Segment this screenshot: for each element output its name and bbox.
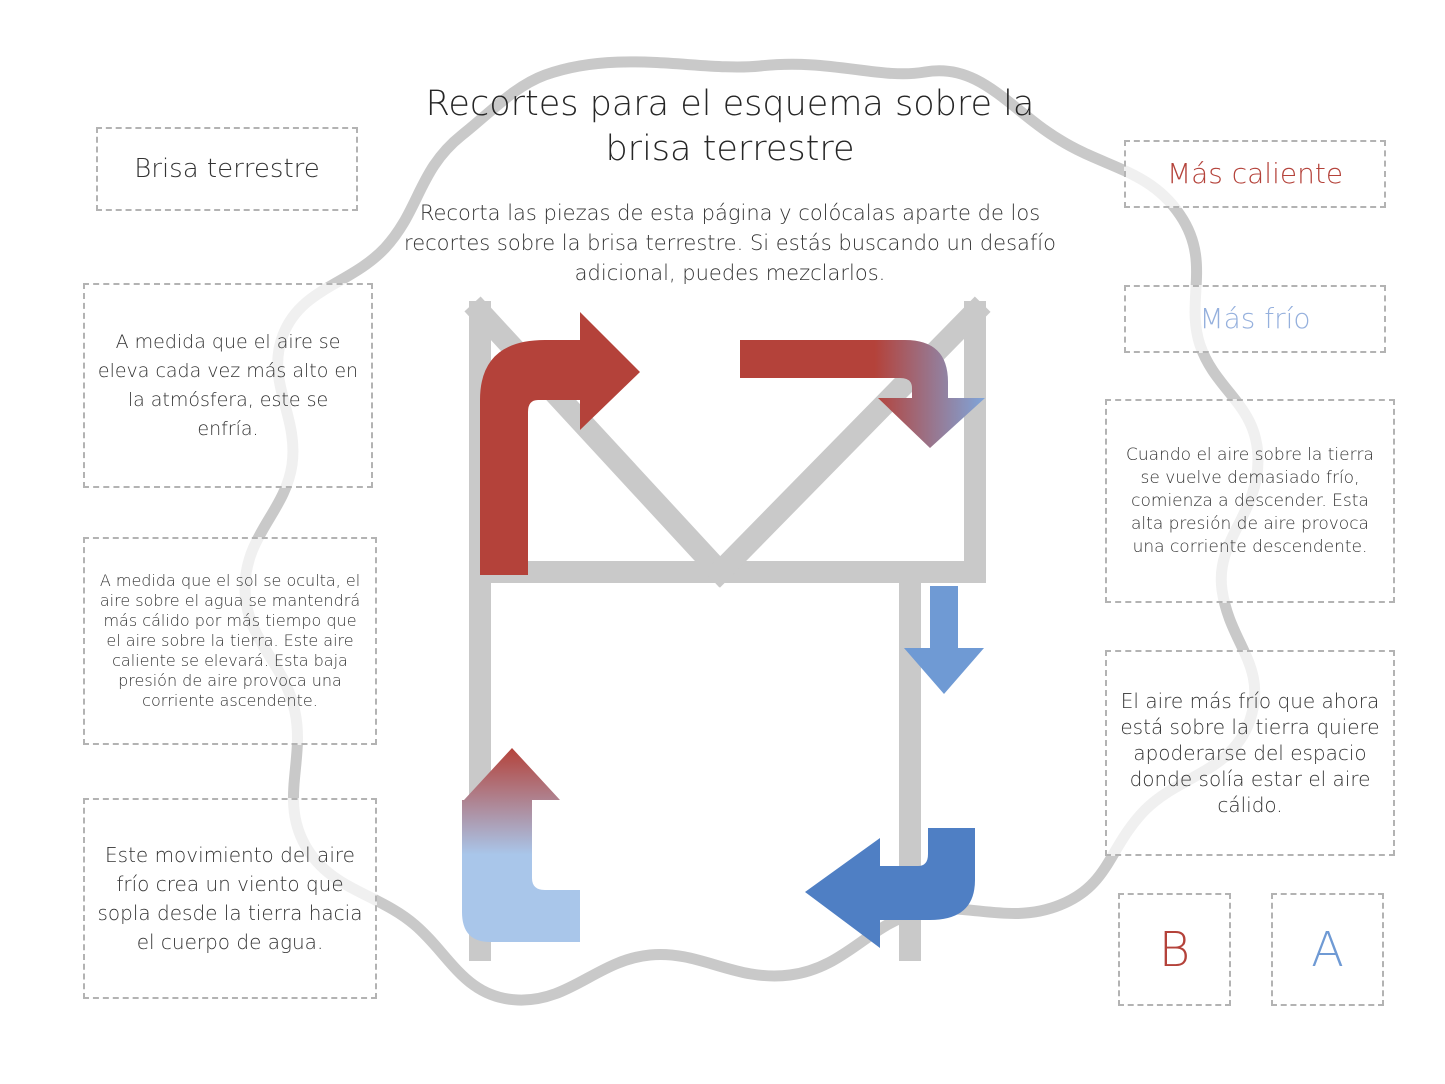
cutout-brisa-terrestre-label: Brisa terrestre [134, 154, 320, 184]
cutout-letter-b[interactable] [1118, 893, 1231, 1006]
page-instructions: Recorta las piezas de esta página y colócalas aparte de los recortes sobre la brisa terrestre. Si estás buscando un desafío adicional, puedes mezclarlos. [404, 201, 1056, 285]
cutout-letter-a-label: A [1311, 921, 1344, 978]
cutout-aire-frio-apodera[interactable] [1105, 650, 1395, 856]
cutout-mas-caliente[interactable] [1124, 140, 1386, 208]
cutout-brisa-terrestre[interactable] [96, 127, 358, 211]
cutout-aire-se-eleva-enfria-label: A medida que el aire se eleva cada vez más alto en la atmósfera, este se enfría. [97, 330, 359, 440]
cutout-movimiento-aire-frio[interactable] [83, 798, 377, 999]
page-title: Recortes para el esquema sobre la brisa terrestre [425, 84, 1035, 169]
cutout-mas-frio[interactable] [1124, 285, 1386, 353]
cutout-mas-frio-label: Más frío [1199, 302, 1311, 335]
cutout-sol-se-oculta-label: A medida que el sol se oculta, el aire sobre el agua se mantendrá más cálido por más tiempo que el aire sobre la tierra. Este aire caliente se elevará. Esta baja presión de aire provoca una corriente ascendente. [99, 571, 361, 710]
cutout-letter-a[interactable] [1271, 893, 1384, 1006]
cutout-sol-se-oculta[interactable] [83, 537, 377, 745]
arrow-bottom-left-blue [805, 828, 975, 948]
cutout-letter-b-label: B [1158, 921, 1191, 978]
cutout-movimiento-aire-frio-label: Este movimiento del aire frío crea un viento que sopla desde la tierra hacia el cuerpo de agua. [97, 842, 363, 954]
cutout-aire-frio-desciende[interactable] [1105, 399, 1395, 603]
cutout-aire-frio-apodera-label: El aire más frío que ahora está sobre la tierra quiere apoderarse del espacio donde solía estar el aire cálido. [1120, 689, 1380, 817]
cutout-aire-se-eleva-enfria[interactable] [83, 283, 373, 488]
cutout-aire-frio-desciende-label: Cuando el aire sobre la tierra se vuelve demasiado frío, comienza a descender. Esta alta presión de aire provoca una corriente descendente. [1126, 444, 1374, 557]
cutout-mas-caliente-label: Más caliente [1166, 157, 1344, 190]
